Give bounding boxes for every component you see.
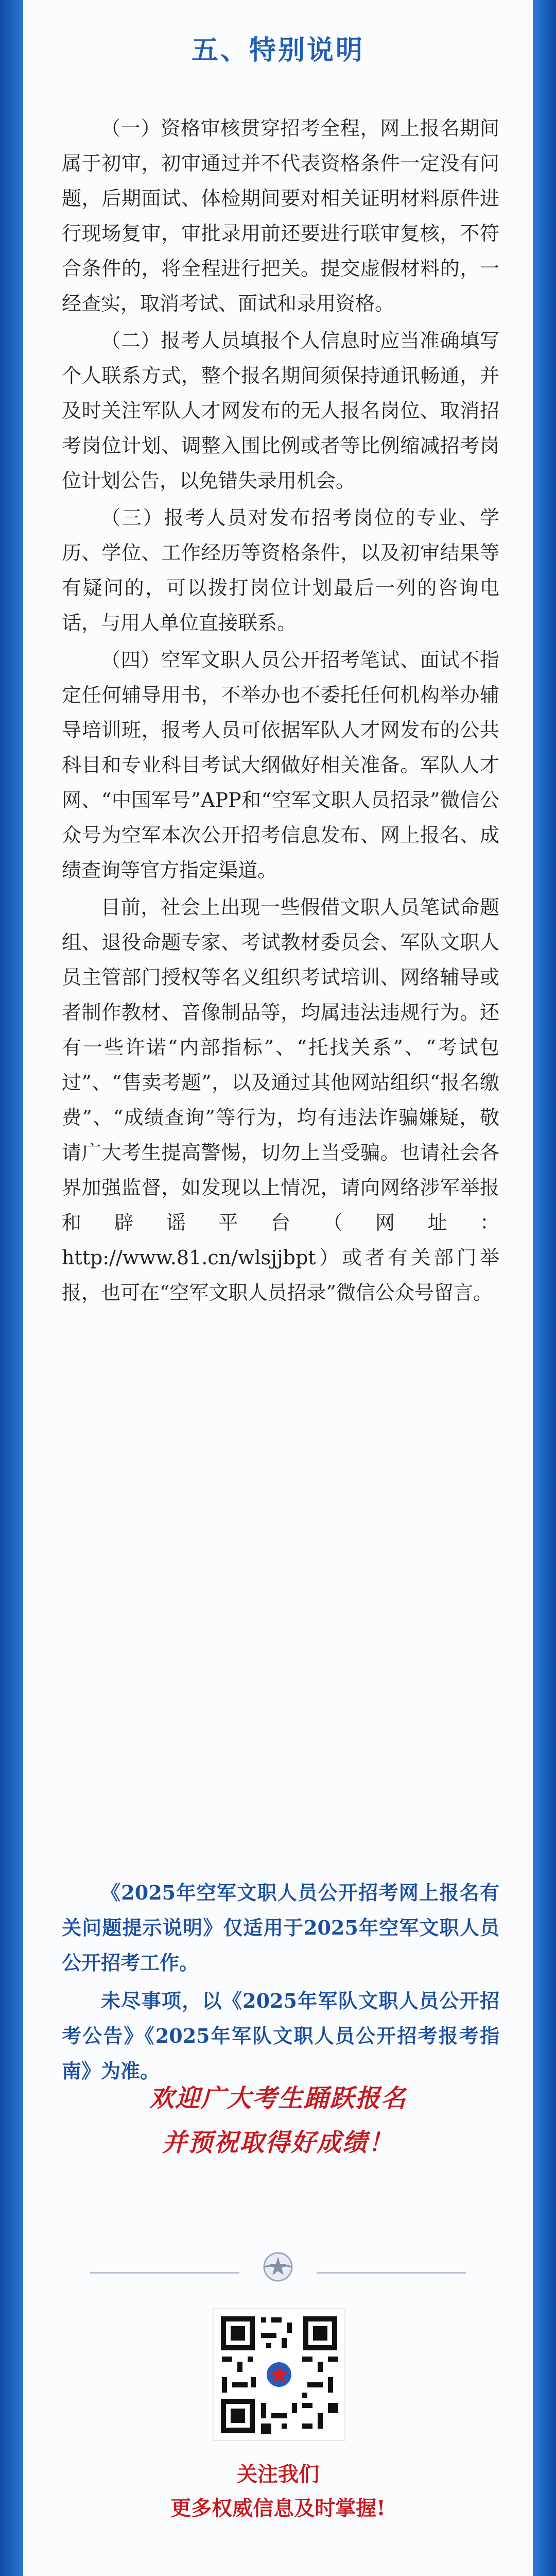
note-scope: 《2025年空军文职人员公开招考网上报名有关问题提示说明》仅适用于2025年空军文职人员公开招考工作。 [62, 1881, 499, 1974]
slogan-line-1: 欢迎广大考生踊跃报名 [149, 2084, 407, 2113]
slogan [23, 2076, 533, 2165]
follow-line-1: 关注我们 [237, 2462, 319, 2486]
content-card [23, 0, 533, 2576]
slogan-line-2: 并预祝取得好成绩！ [162, 2128, 394, 2157]
qr-code-icon[interactable] [213, 2308, 345, 2441]
note-reference: 未尽事项，以《2025年军队文职人员公开招考公告》《2025年军队文职人员公开招考报考指南》为准。 [62, 1989, 499, 2082]
air-force-emblem-icon [263, 2251, 293, 2282]
divider-line-left [90, 2272, 239, 2274]
paragraph-no-tutoring: （四）空军文职人员公开招考笔试、面试不指定任何辅导用书，不举办也不委托任何机构举办辅导培训班，报考人员可依据军队人才网发布的公共科目和专业科目考试大纲做好相关准备。军队人才网、“中国军号”APP和“空军文职人员招录”微信公众号为空军本次公开招考信息发布、网上报名、成绩查询等官方指定渠道。 [62, 649, 499, 882]
follow-us [23, 2458, 533, 2526]
paragraph-qualification-review: （一）资格审核贯穿招考全程，网上报名期间属于初审，初审通过并不代表资格条件一定没有问题，后期面试、体检期间要对相关证明材料原件进行现场复审，审批录用前还要进行联审复核，不符合条件的，将全程进行把关。提交虚假材料的，一经查实，取消考试、面试和录用资格。 [62, 117, 499, 315]
body-text [62, 111, 499, 1312]
paragraph-inquiry: （三）报考人员对发布招考岗位的专业、学历、学位、工作经历等资格条件，以及初审结果等有疑问的，可以拨打岗位计划最后一列的咨询电话，与用人单位直接联系。 [62, 506, 499, 634]
section-title: 五、特别说明 [191, 35, 364, 66]
paragraph-contact-info: （二）报考人员填报个人信息时应当准确填写个人联系方式，整个报名期间须保持通讯畅通，并及时关注军队人才网发布的无人报名岗位、取消招考岗位计划、调整入围比例或者等比例缩减招考岗位计划公告，以免错失录用机会。 [62, 329, 499, 492]
follow-line-2: 更多权威信息及时掌握! [170, 2496, 386, 2520]
paragraph-fraud-warning: 目前，社会上出现一些假借文职人员笔试命题组、退役命题专家、考试教材委员会、军队文职人员主管部门授权等名义组织考试培训、网络辅导或者制作教材、音像制品等，均属违法违规行为。还有一些许诺“内部指标”、“托找关系”、“考试包过”、“售卖考题”，以及通过其他网站组织“报名缴费”、“成绩查询”等行为，均有违法诈骗嫌疑，敬请广大考生提高警惕，切勿上当受骗。也请社会各界加强监督，如发现以上情况，请向网络涉军举报和辟谣平台（网址：http://www.81.cn/wlsjjbpt）或者有关部门举报，也可在“空军文职人员招录”微信公众号留言。 [62, 896, 499, 1304]
right-border-stripe [533, 0, 556, 2576]
notes-block [62, 1875, 499, 2092]
divider-line-right [317, 2272, 466, 2274]
left-border-stripe [0, 0, 23, 2576]
emblem-divider [90, 2251, 466, 2282]
